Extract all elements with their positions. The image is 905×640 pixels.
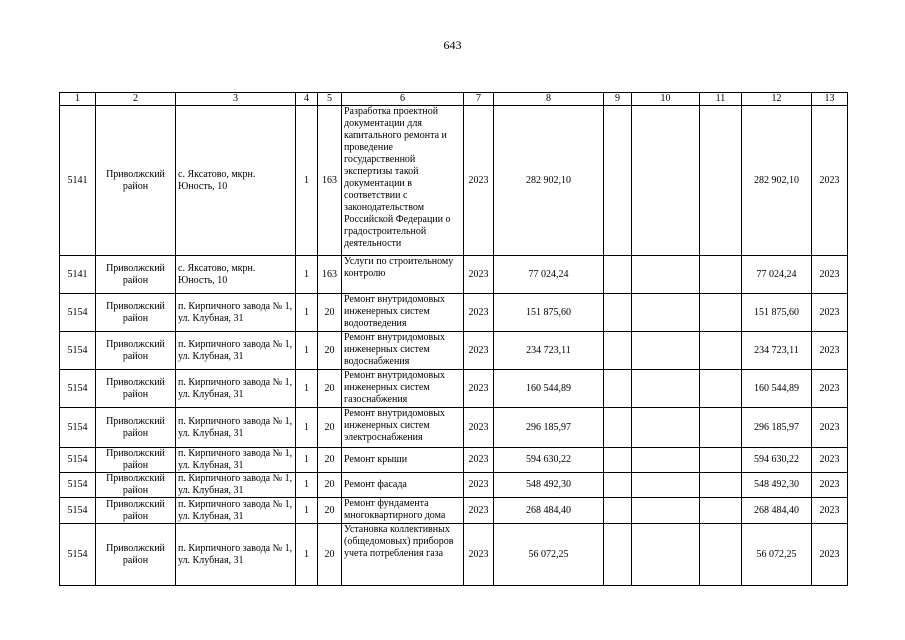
- cell-number: 5154: [60, 294, 96, 332]
- cell-address: п. Кирпичного завода № 1, ул. Клубная, 31: [176, 332, 296, 370]
- cell-work-type: Ремонт внутридомовых инженерных систем газоснабжения: [342, 370, 464, 408]
- cell-col9: [604, 106, 632, 256]
- cell-col11: [700, 498, 742, 524]
- header-cell-13: 13: [812, 93, 848, 106]
- cell-district: Приволжский район: [96, 332, 176, 370]
- cell-col4: 1: [296, 498, 318, 524]
- cell-address: п. Кирпичного завода № 1, ул. Клубная, 31: [176, 408, 296, 448]
- data-table: [59, 92, 848, 586]
- cell-number: 5154: [60, 370, 96, 408]
- cell-col9: [604, 332, 632, 370]
- cell-col11: [700, 294, 742, 332]
- table-row: [60, 106, 848, 256]
- cell-district: Приволжский район: [96, 294, 176, 332]
- cell-col5: 20: [318, 370, 342, 408]
- cell-year-end: 2023: [812, 256, 848, 294]
- cell-address: п. Кирпичного завода № 1, ул. Клубная, 31: [176, 498, 296, 524]
- cell-total: 296 185,97: [742, 408, 812, 448]
- cell-col4: 1: [296, 473, 318, 498]
- cell-year-end: 2023: [812, 498, 848, 524]
- cell-col10: [632, 473, 700, 498]
- header-cell-8: 8: [494, 93, 604, 106]
- cell-address: п. Кирпичного завода № 1, ул. Клубная, 31: [176, 524, 296, 586]
- cell-total: 151 875,60: [742, 294, 812, 332]
- cell-col4: 1: [296, 332, 318, 370]
- cell-col4: 1: [296, 256, 318, 294]
- cell-col9: [604, 448, 632, 473]
- header-cell-11: 11: [700, 93, 742, 106]
- cell-work-type: Установка коллективных (общедомовых) приборов учета потребления газа: [342, 524, 464, 586]
- cell-total: 282 902,10: [742, 106, 812, 256]
- cell-col10: [632, 370, 700, 408]
- cell-work-type: Ремонт внутридомовых инженерных систем водоснабжения: [342, 332, 464, 370]
- cell-district: Приволжский район: [96, 106, 176, 256]
- header-cell-3: 3: [176, 93, 296, 106]
- header-cell-10: 10: [632, 93, 700, 106]
- cell-year: 2023: [464, 106, 494, 256]
- cell-work-type: Разработка проектной документации для капитального ремонта и проведение государственной экспертизы такой документации в соответствии с законодательством Российской Федерации о градостроительной деятельности: [342, 106, 464, 256]
- cell-district: Приволжский район: [96, 448, 176, 473]
- header-cell-5: 5: [318, 93, 342, 106]
- cell-cost: 548 492,30: [494, 473, 604, 498]
- cell-col5: 20: [318, 448, 342, 473]
- cell-district: Приволжский район: [96, 256, 176, 294]
- cell-col9: [604, 408, 632, 448]
- cell-district: Приволжский район: [96, 498, 176, 524]
- cell-cost: 594 630,22: [494, 448, 604, 473]
- cell-number: 5141: [60, 256, 96, 294]
- cell-year-end: 2023: [812, 408, 848, 448]
- cell-col4: 1: [296, 524, 318, 586]
- cell-address: с. Яксатово, мкрн. Юность, 10: [176, 256, 296, 294]
- page-number: 643: [443, 38, 462, 52]
- cell-col11: [700, 332, 742, 370]
- cell-work-type: Ремонт внутридомовых инженерных систем водоотведения: [342, 294, 464, 332]
- cell-year-end: 2023: [812, 524, 848, 586]
- cell-col10: [632, 256, 700, 294]
- cell-year-end: 2023: [812, 294, 848, 332]
- table-row: [60, 498, 848, 524]
- cell-year: 2023: [464, 498, 494, 524]
- cell-year: 2023: [464, 408, 494, 448]
- cell-col9: [604, 498, 632, 524]
- cell-number: 5154: [60, 408, 96, 448]
- cell-total: 56 072,25: [742, 524, 812, 586]
- cell-work-type: Услуги по строительному контролю: [342, 256, 464, 294]
- cell-year: 2023: [464, 294, 494, 332]
- header-cell-9: 9: [604, 93, 632, 106]
- header-cell-6: 6: [342, 93, 464, 106]
- cell-col11: [700, 448, 742, 473]
- cell-year: 2023: [464, 524, 494, 586]
- header-cell-12: 12: [742, 93, 812, 106]
- cell-col5: 20: [318, 294, 342, 332]
- cell-number: 5154: [60, 448, 96, 473]
- table-row: [60, 332, 848, 370]
- cell-year: 2023: [464, 256, 494, 294]
- cell-col5: 20: [318, 408, 342, 448]
- cell-year-end: 2023: [812, 370, 848, 408]
- cell-col10: [632, 332, 700, 370]
- cell-total: 160 544,89: [742, 370, 812, 408]
- cell-total: 77 024,24: [742, 256, 812, 294]
- cell-col11: [700, 106, 742, 256]
- cell-col10: [632, 498, 700, 524]
- cell-address: п. Кирпичного завода № 1, ул. Клубная, 31: [176, 473, 296, 498]
- cell-cost: 160 544,89: [494, 370, 604, 408]
- table-row: [60, 256, 848, 294]
- cell-work-type: Ремонт внутридомовых инженерных систем электроснабжения: [342, 408, 464, 448]
- cell-number: 5154: [60, 498, 96, 524]
- cell-col9: [604, 473, 632, 498]
- cell-address: п. Кирпичного завода № 1, ул. Клубная, 31: [176, 448, 296, 473]
- cell-col5: 20: [318, 524, 342, 586]
- cell-year-end: 2023: [812, 332, 848, 370]
- cell-col11: [700, 473, 742, 498]
- cell-district: Приволжский район: [96, 524, 176, 586]
- cell-cost: 234 723,11: [494, 332, 604, 370]
- cell-col11: [700, 370, 742, 408]
- cell-col9: [604, 294, 632, 332]
- cell-year: 2023: [464, 448, 494, 473]
- table-row: [60, 524, 848, 586]
- header-cell-4: 4: [296, 93, 318, 106]
- cell-col4: 1: [296, 408, 318, 448]
- cell-address: п. Кирпичного завода № 1, ул. Клубная, 31: [176, 370, 296, 408]
- cell-year: 2023: [464, 332, 494, 370]
- table-row: [60, 473, 848, 498]
- cell-cost: 296 185,97: [494, 408, 604, 448]
- cell-year-end: 2023: [812, 448, 848, 473]
- cell-work-type: Ремонт крыши: [342, 448, 464, 473]
- cell-total: 548 492,30: [742, 473, 812, 498]
- table-row: [60, 294, 848, 332]
- cell-district: Приволжский район: [96, 370, 176, 408]
- header-cell-7: 7: [464, 93, 494, 106]
- cell-col5: 20: [318, 498, 342, 524]
- cell-col10: [632, 448, 700, 473]
- cell-year-end: 2023: [812, 106, 848, 256]
- cell-col4: 1: [296, 294, 318, 332]
- cell-col11: [700, 408, 742, 448]
- cell-cost: 77 024,24: [494, 256, 604, 294]
- header-cell-1: 1: [60, 93, 96, 106]
- cell-work-type: Ремонт фундамента многоквартирного дома: [342, 498, 464, 524]
- cell-col9: [604, 524, 632, 586]
- header-row: [60, 93, 848, 106]
- cell-number: 5141: [60, 106, 96, 256]
- cell-col5: 20: [318, 473, 342, 498]
- cell-district: Приволжский район: [96, 473, 176, 498]
- header-cell-2: 2: [96, 93, 176, 106]
- cell-col4: 1: [296, 370, 318, 408]
- table-row: [60, 370, 848, 408]
- cell-col10: [632, 106, 700, 256]
- cell-total: 234 723,11: [742, 332, 812, 370]
- cell-number: 5154: [60, 332, 96, 370]
- cell-col5: 20: [318, 332, 342, 370]
- cell-year-end: 2023: [812, 473, 848, 498]
- cell-year: 2023: [464, 473, 494, 498]
- cell-cost: 268 484,40: [494, 498, 604, 524]
- cell-col10: [632, 524, 700, 586]
- cell-total: 594 630,22: [742, 448, 812, 473]
- cell-col4: 1: [296, 448, 318, 473]
- table-row: [60, 408, 848, 448]
- cell-year: 2023: [464, 370, 494, 408]
- cell-district: Приволжский район: [96, 408, 176, 448]
- cell-address: п. Кирпичного завода № 1, ул. Клубная, 31: [176, 294, 296, 332]
- cell-col4: 1: [296, 106, 318, 256]
- cell-col5: 163: [318, 256, 342, 294]
- cell-number: 5154: [60, 473, 96, 498]
- cell-total: 268 484,40: [742, 498, 812, 524]
- table-row: [60, 448, 848, 473]
- cell-col9: [604, 370, 632, 408]
- cell-col11: [700, 256, 742, 294]
- cell-cost: 151 875,60: [494, 294, 604, 332]
- cell-address: с. Яксатово, мкрн. Юность, 10: [176, 106, 296, 256]
- cell-col10: [632, 408, 700, 448]
- cell-cost: 282 902,10: [494, 106, 604, 256]
- cell-cost: 56 072,25: [494, 524, 604, 586]
- cell-col11: [700, 524, 742, 586]
- cell-work-type: Ремонт фасада: [342, 473, 464, 498]
- cell-col10: [632, 294, 700, 332]
- cell-col5: 163: [318, 106, 342, 256]
- cell-col9: [604, 256, 632, 294]
- cell-number: 5154: [60, 524, 96, 586]
